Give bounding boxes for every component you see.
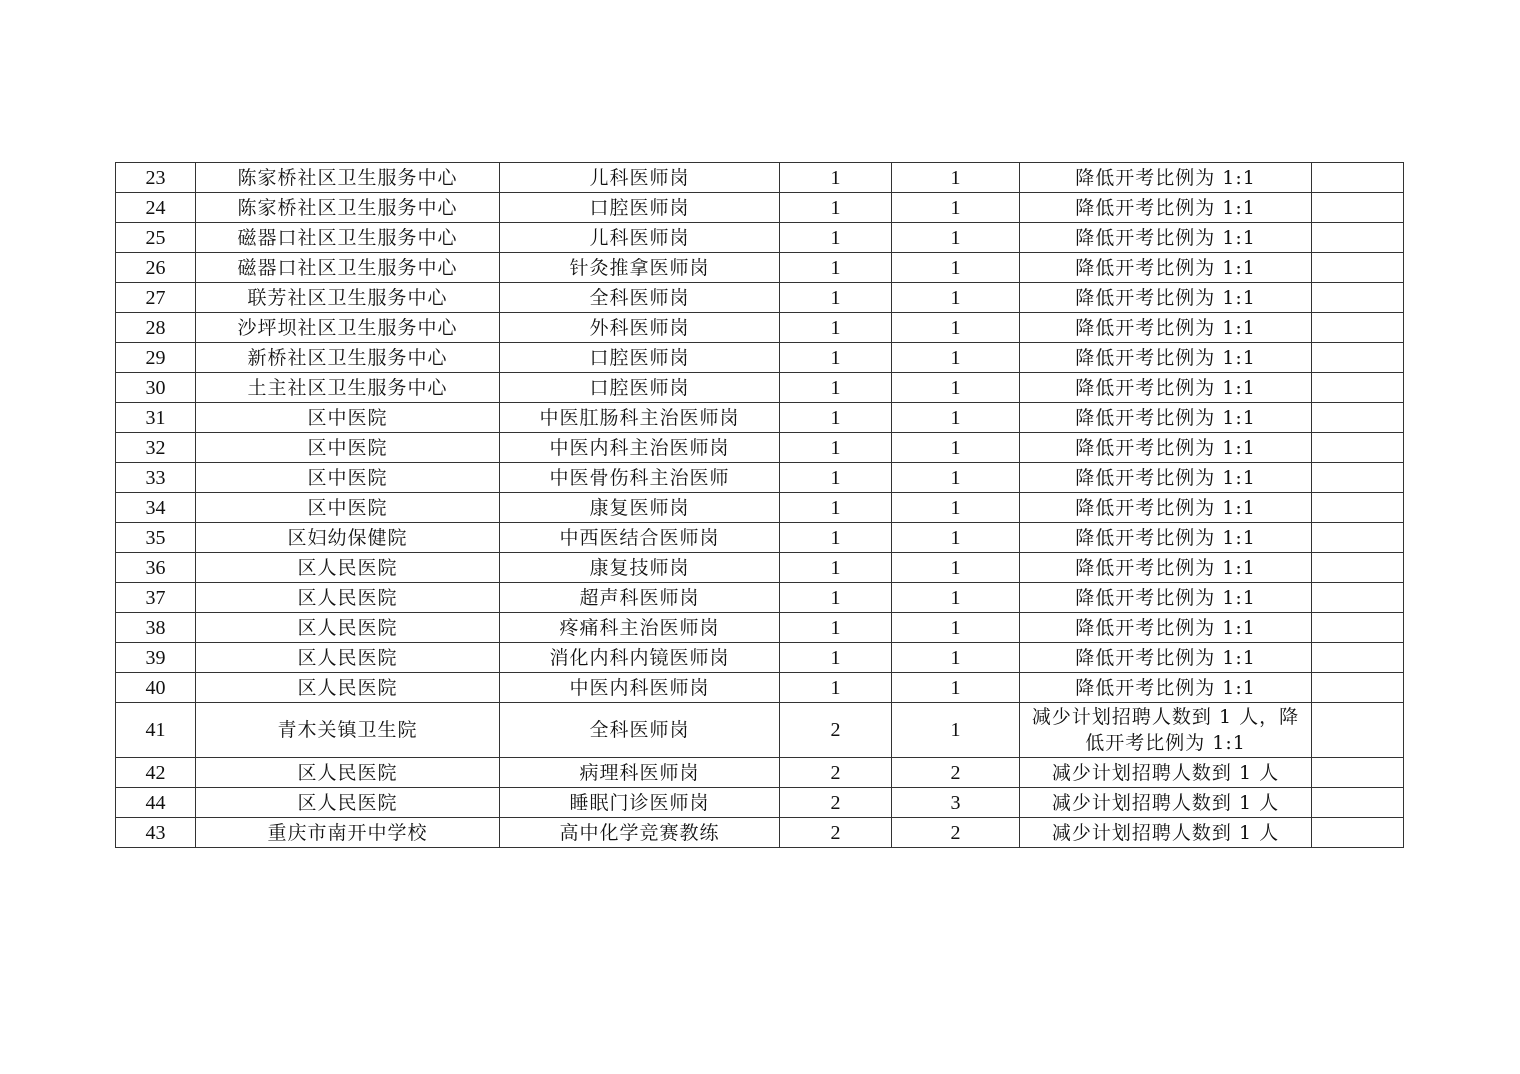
cell-employer: 区人民医院: [196, 788, 500, 818]
cell-position: 全科医师岗: [500, 283, 780, 313]
cell-adjustment: 降低开考比例为 1:1: [1020, 673, 1312, 703]
cell-position: 病理科医师岗: [500, 758, 780, 788]
cell-position: 睡眠门诊医师岗: [500, 788, 780, 818]
cell-remark: [1312, 703, 1404, 758]
cell-applicant-count: 1: [892, 253, 1020, 283]
table-row: [116, 703, 1404, 758]
cell-position: 针灸推拿医师岗: [500, 253, 780, 283]
cell-remark: [1312, 523, 1404, 553]
table-row: [116, 493, 1404, 523]
cell-employer: 区中医院: [196, 493, 500, 523]
cell-applicant-count: 1: [892, 433, 1020, 463]
table-row: [116, 553, 1404, 583]
cell-row-number: 43: [116, 818, 196, 848]
cell-remark: [1312, 433, 1404, 463]
table-row: [116, 758, 1404, 788]
cell-remark: [1312, 223, 1404, 253]
table-row: [116, 343, 1404, 373]
cell-planned-count: 1: [780, 583, 892, 613]
cell-employer: 区中医院: [196, 433, 500, 463]
table-row: [116, 788, 1404, 818]
table-row: [116, 283, 1404, 313]
cell-applicant-count: 1: [892, 493, 1020, 523]
cell-adjustment: 降低开考比例为 1:1: [1020, 343, 1312, 373]
cell-position: 中西医结合医师岗: [500, 523, 780, 553]
cell-employer: 重庆市南开中学校: [196, 818, 500, 848]
cell-employer: 磁器口社区卫生服务中心: [196, 253, 500, 283]
cell-planned-count: 1: [780, 553, 892, 583]
cell-applicant-count: 1: [892, 553, 1020, 583]
cell-planned-count: 1: [780, 283, 892, 313]
cell-employer: 陈家桥社区卫生服务中心: [196, 163, 500, 193]
cell-row-number: 29: [116, 343, 196, 373]
cell-remark: [1312, 283, 1404, 313]
cell-planned-count: 2: [780, 788, 892, 818]
cell-row-number: 26: [116, 253, 196, 283]
cell-row-number: 35: [116, 523, 196, 553]
cell-row-number: 41: [116, 703, 196, 758]
cell-employer: 区人民医院: [196, 643, 500, 673]
cell-position: 疼痛科主治医师岗: [500, 613, 780, 643]
cell-row-number: 40: [116, 673, 196, 703]
cell-row-number: 33: [116, 463, 196, 493]
cell-remark: [1312, 613, 1404, 643]
cell-remark: [1312, 553, 1404, 583]
cell-remark: [1312, 788, 1404, 818]
cell-row-number: 44: [116, 788, 196, 818]
cell-position: 口腔医师岗: [500, 343, 780, 373]
cell-planned-count: 1: [780, 433, 892, 463]
recruitment-adjustment-table: [115, 162, 1404, 848]
cell-adjustment: 降低开考比例为 1:1: [1020, 373, 1312, 403]
cell-position: 中医肛肠科主治医师岗: [500, 403, 780, 433]
cell-applicant-count: 2: [892, 818, 1020, 848]
cell-row-number: 34: [116, 493, 196, 523]
cell-adjustment: 降低开考比例为 1:1: [1020, 553, 1312, 583]
cell-position: 全科医师岗: [500, 703, 780, 758]
cell-employer: 区人民医院: [196, 758, 500, 788]
cell-row-number: 36: [116, 553, 196, 583]
cell-applicant-count: 1: [892, 283, 1020, 313]
table-row: [116, 193, 1404, 223]
cell-remark: [1312, 403, 1404, 433]
cell-adjustment: 降低开考比例为 1:1: [1020, 403, 1312, 433]
cell-applicant-count: 1: [892, 223, 1020, 253]
cell-applicant-count: 1: [892, 163, 1020, 193]
cell-adjustment: 降低开考比例为 1:1: [1020, 493, 1312, 523]
cell-planned-count: 1: [780, 673, 892, 703]
cell-applicant-count: 3: [892, 788, 1020, 818]
cell-remark: [1312, 313, 1404, 343]
cell-adjustment: 降低开考比例为 1:1: [1020, 613, 1312, 643]
table-row: [116, 523, 1404, 553]
cell-adjustment: 降低开考比例为 1:1: [1020, 283, 1312, 313]
cell-row-number: 39: [116, 643, 196, 673]
cell-employer: 区妇幼保健院: [196, 523, 500, 553]
cell-position: 口腔医师岗: [500, 193, 780, 223]
cell-row-number: 28: [116, 313, 196, 343]
cell-employer: 区人民医院: [196, 583, 500, 613]
cell-applicant-count: 1: [892, 703, 1020, 758]
cell-employer: 区人民医院: [196, 673, 500, 703]
cell-position: 康复医师岗: [500, 493, 780, 523]
cell-row-number: 25: [116, 223, 196, 253]
cell-row-number: 30: [116, 373, 196, 403]
table-row: [116, 373, 1404, 403]
cell-remark: [1312, 818, 1404, 848]
table-row: [116, 818, 1404, 848]
cell-position: 儿科医师岗: [500, 163, 780, 193]
cell-row-number: 27: [116, 283, 196, 313]
table-row: [116, 583, 1404, 613]
table-row: [116, 433, 1404, 463]
cell-remark: [1312, 193, 1404, 223]
cell-employer: 沙坪坝社区卫生服务中心: [196, 313, 500, 343]
cell-applicant-count: 1: [892, 403, 1020, 433]
cell-adjustment: 降低开考比例为 1:1: [1020, 193, 1312, 223]
cell-applicant-count: 1: [892, 193, 1020, 223]
cell-adjustment: 降低开考比例为 1:1: [1020, 463, 1312, 493]
cell-applicant-count: 1: [892, 583, 1020, 613]
cell-position: 中医骨伤科主治医师: [500, 463, 780, 493]
table-body: [116, 163, 1404, 848]
cell-planned-count: 1: [780, 493, 892, 523]
cell-planned-count: 1: [780, 643, 892, 673]
cell-planned-count: 1: [780, 223, 892, 253]
cell-remark: [1312, 758, 1404, 788]
cell-adjustment: 降低开考比例为 1:1: [1020, 433, 1312, 463]
cell-planned-count: 1: [780, 403, 892, 433]
cell-remark: [1312, 163, 1404, 193]
cell-position: 康复技师岗: [500, 553, 780, 583]
table-row: [116, 643, 1404, 673]
cell-employer: 区人民医院: [196, 613, 500, 643]
cell-employer: 磁器口社区卫生服务中心: [196, 223, 500, 253]
cell-adjustment: 降低开考比例为 1:1: [1020, 643, 1312, 673]
cell-planned-count: 2: [780, 703, 892, 758]
cell-adjustment: 减少计划招聘人数到 1 人，降低开考比例为 1:1: [1020, 703, 1312, 758]
table-row: [116, 673, 1404, 703]
cell-employer: 区中医院: [196, 463, 500, 493]
cell-position: 超声科医师岗: [500, 583, 780, 613]
cell-employer: 土主社区卫生服务中心: [196, 373, 500, 403]
table-row: [116, 163, 1404, 193]
cell-row-number: 32: [116, 433, 196, 463]
cell-applicant-count: 1: [892, 463, 1020, 493]
cell-position: 消化内科内镜医师岗: [500, 643, 780, 673]
cell-adjustment: 降低开考比例为 1:1: [1020, 253, 1312, 283]
cell-employer: 新桥社区卫生服务中心: [196, 343, 500, 373]
cell-planned-count: 1: [780, 523, 892, 553]
table-row: [116, 403, 1404, 433]
cell-planned-count: 1: [780, 163, 892, 193]
cell-position: 外科医师岗: [500, 313, 780, 343]
cell-planned-count: 1: [780, 253, 892, 283]
cell-planned-count: 2: [780, 818, 892, 848]
cell-adjustment: 降低开考比例为 1:1: [1020, 163, 1312, 193]
cell-row-number: 37: [116, 583, 196, 613]
cell-position: 高中化学竞赛教练: [500, 818, 780, 848]
cell-employer: 青木关镇卫生院: [196, 703, 500, 758]
cell-remark: [1312, 673, 1404, 703]
cell-planned-count: 1: [780, 193, 892, 223]
cell-applicant-count: 1: [892, 343, 1020, 373]
cell-applicant-count: 1: [892, 643, 1020, 673]
cell-adjustment: 减少计划招聘人数到 1 人: [1020, 788, 1312, 818]
cell-employer: 陈家桥社区卫生服务中心: [196, 193, 500, 223]
cell-remark: [1312, 463, 1404, 493]
cell-adjustment: 减少计划招聘人数到 1 人: [1020, 818, 1312, 848]
cell-planned-count: 1: [780, 313, 892, 343]
cell-applicant-count: 1: [892, 373, 1020, 403]
cell-remark: [1312, 343, 1404, 373]
table-row: [116, 613, 1404, 643]
cell-applicant-count: 1: [892, 613, 1020, 643]
cell-position: 口腔医师岗: [500, 373, 780, 403]
cell-applicant-count: 1: [892, 523, 1020, 553]
cell-position: 中医内科医师岗: [500, 673, 780, 703]
cell-planned-count: 2: [780, 758, 892, 788]
cell-row-number: 31: [116, 403, 196, 433]
cell-remark: [1312, 493, 1404, 523]
cell-remark: [1312, 643, 1404, 673]
cell-adjustment: 降低开考比例为 1:1: [1020, 523, 1312, 553]
cell-applicant-count: 1: [892, 313, 1020, 343]
cell-position: 儿科医师岗: [500, 223, 780, 253]
cell-row-number: 42: [116, 758, 196, 788]
cell-employer: 区中医院: [196, 403, 500, 433]
table-row: [116, 313, 1404, 343]
table-row: [116, 463, 1404, 493]
cell-planned-count: 1: [780, 463, 892, 493]
cell-planned-count: 1: [780, 343, 892, 373]
cell-planned-count: 1: [780, 373, 892, 403]
cell-planned-count: 1: [780, 613, 892, 643]
table-row: [116, 253, 1404, 283]
cell-row-number: 38: [116, 613, 196, 643]
cell-adjustment: 减少计划招聘人数到 1 人: [1020, 758, 1312, 788]
cell-remark: [1312, 583, 1404, 613]
cell-row-number: 23: [116, 163, 196, 193]
cell-employer: 区人民医院: [196, 553, 500, 583]
table-row: [116, 223, 1404, 253]
cell-employer: 联芳社区卫生服务中心: [196, 283, 500, 313]
cell-adjustment: 降低开考比例为 1:1: [1020, 583, 1312, 613]
cell-applicant-count: 2: [892, 758, 1020, 788]
cell-adjustment: 降低开考比例为 1:1: [1020, 223, 1312, 253]
cell-applicant-count: 1: [892, 673, 1020, 703]
cell-adjustment: 降低开考比例为 1:1: [1020, 313, 1312, 343]
cell-row-number: 24: [116, 193, 196, 223]
cell-remark: [1312, 373, 1404, 403]
cell-remark: [1312, 253, 1404, 283]
cell-position: 中医内科主治医师岗: [500, 433, 780, 463]
